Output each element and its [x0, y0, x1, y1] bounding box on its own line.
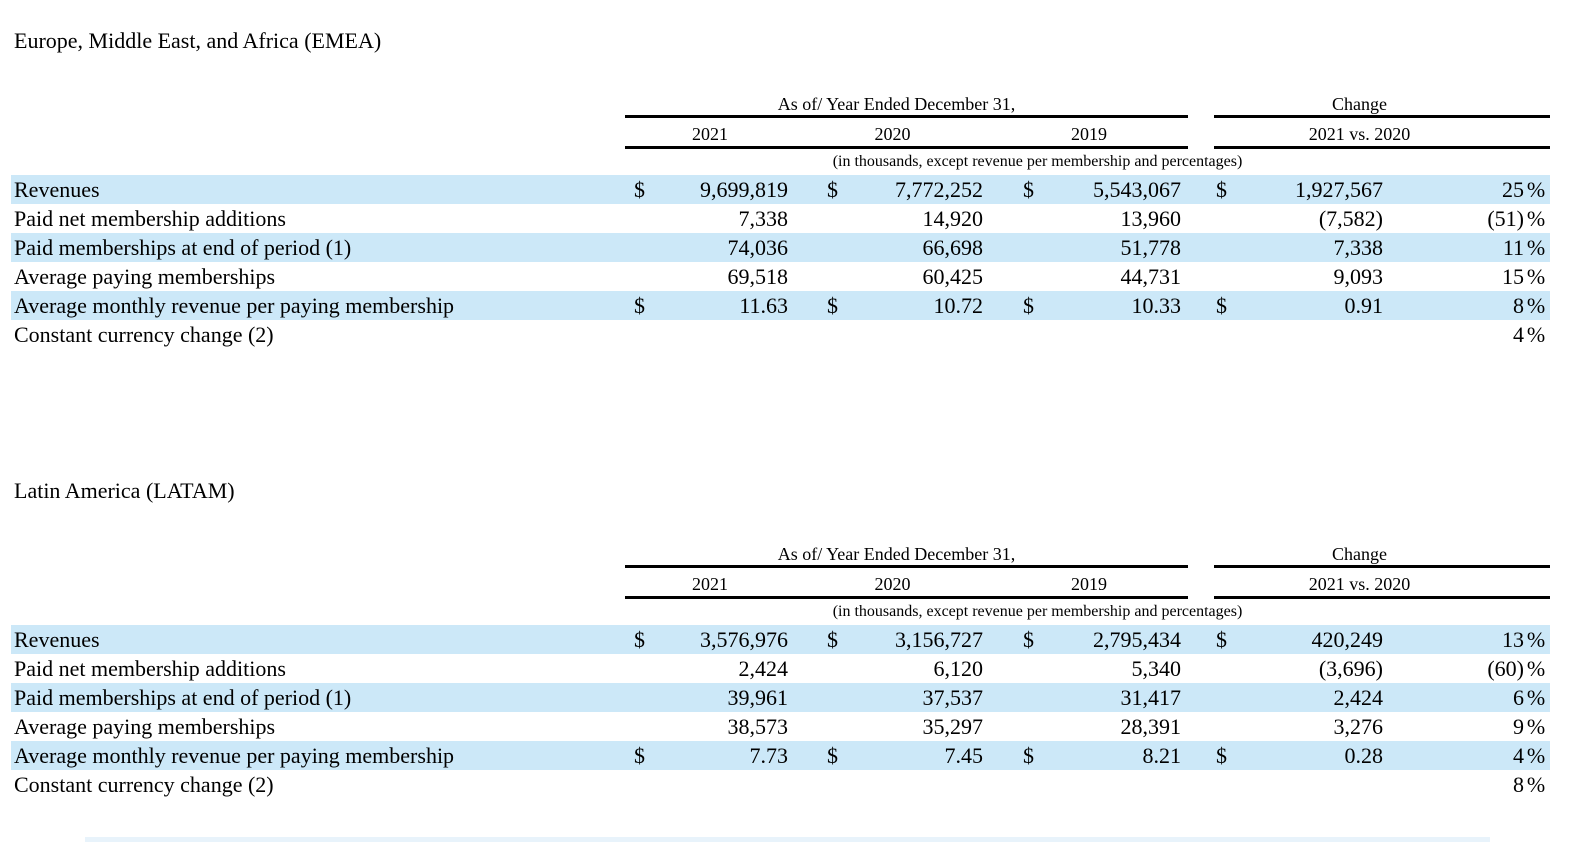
currency-symbol	[990, 683, 1050, 712]
currency-symbol	[1214, 712, 1260, 741]
value-2019: 31,417	[1050, 683, 1188, 712]
row-label: Paid net membership additions	[14, 656, 286, 681]
value-2021: 2,424	[738, 656, 788, 681]
value-2019: 13,960	[1120, 206, 1181, 231]
table-row	[11, 683, 1550, 712]
percent-sign: %	[1526, 714, 1546, 739]
currency-symbol	[795, 320, 855, 349]
currency-symbol	[990, 262, 1050, 291]
value-2019: 5,543,067	[1050, 175, 1188, 204]
percent-change-cell	[1390, 233, 1550, 262]
section-title-emea: Europe, Middle East, and Africa (EMEA)	[14, 28, 382, 53]
table-header-row-span	[11, 90, 1550, 117]
currency-symbol	[1214, 233, 1260, 262]
value-2021: 3,576,976	[660, 625, 795, 654]
currency-symbol	[625, 712, 660, 741]
percent-sign: %	[1526, 772, 1546, 797]
value-2020: 60,425	[922, 264, 983, 289]
value-2021: 7,338	[738, 206, 788, 231]
currency-symbol	[990, 204, 1050, 233]
percent-change-cell	[1390, 320, 1550, 349]
value-change: 9,093	[1333, 264, 1383, 289]
header-gap	[1188, 90, 1214, 117]
column-gap	[1188, 175, 1214, 204]
column-gap	[1188, 770, 1214, 799]
header-gap	[1188, 540, 1214, 567]
header-spacer	[11, 540, 625, 567]
value-2021	[660, 320, 795, 349]
value-2019: 5,340	[1131, 656, 1181, 681]
table-row	[11, 204, 1550, 233]
percent-change-cell	[1390, 770, 1550, 799]
value-2020: 7,772,252	[855, 175, 990, 204]
percent-value: 13	[1502, 627, 1524, 652]
percent-change-cell	[1390, 683, 1550, 712]
column-gap	[1188, 320, 1214, 349]
currency-symbol	[625, 262, 660, 291]
value-2019: 10.33	[1050, 291, 1188, 320]
percent-value: 15	[1502, 264, 1524, 289]
currency-symbol: $	[625, 291, 660, 320]
table-row	[11, 233, 1550, 262]
currency-symbol	[795, 712, 855, 741]
column-gap	[1188, 204, 1214, 233]
currency-symbol	[1214, 683, 1260, 712]
year-span-header: As of/ Year Ended December 31,	[625, 540, 1188, 567]
percent-value: 9	[1513, 714, 1524, 739]
percent-sign: %	[1526, 743, 1546, 768]
percent-value: (51)	[1487, 206, 1524, 231]
currency-symbol	[990, 712, 1050, 741]
value-2021: 69,518	[727, 264, 788, 289]
row-label: Average paying memberships	[14, 714, 276, 739]
value-2020: 37,537	[855, 683, 990, 712]
value-2019: 44,731	[1120, 264, 1181, 289]
currency-symbol: $	[1214, 741, 1260, 770]
value-2021: 38,573	[727, 714, 788, 739]
column-header-change: 2021 vs. 2020	[1214, 567, 1550, 598]
section-title-latam: Latin America (LATAM)	[14, 478, 235, 503]
percent-change-cell	[1390, 175, 1550, 204]
value-2020: 6,120	[933, 656, 983, 681]
currency-symbol	[795, 683, 855, 712]
column-gap	[1188, 712, 1214, 741]
value-2020: 10.72	[855, 291, 990, 320]
column-header-2019: 2019	[990, 117, 1188, 148]
currency-symbol	[1214, 204, 1260, 233]
currency-symbol	[795, 654, 855, 683]
currency-symbol	[795, 770, 855, 799]
percent-value: 25	[1502, 177, 1524, 202]
currency-symbol	[1214, 654, 1260, 683]
row-label: Average paying memberships	[14, 264, 276, 289]
currency-symbol	[795, 233, 855, 262]
value-2020: 66,698	[855, 233, 990, 262]
table-row	[11, 770, 1550, 799]
currency-symbol	[1214, 262, 1260, 291]
row-label: Average monthly revenue per paying membership	[11, 741, 625, 770]
column-header-2020: 2020	[795, 567, 990, 598]
currency-symbol: $	[795, 175, 855, 204]
currency-symbol: $	[990, 741, 1050, 770]
value-2019: 2,795,434	[1050, 625, 1188, 654]
value-change: 0.28	[1260, 741, 1390, 770]
percent-sign: %	[1526, 235, 1546, 260]
emea-table-body	[11, 175, 1550, 349]
year-span-header: As of/ Year Ended December 31,	[625, 90, 1188, 117]
currency-symbol	[625, 233, 660, 262]
row-label: Paid memberships at end of period (1)	[11, 683, 625, 712]
value-2019: 8.21	[1050, 741, 1188, 770]
currency-symbol: $	[1214, 625, 1260, 654]
percent-sign: %	[1526, 656, 1546, 681]
value-change: 7,338	[1260, 233, 1390, 262]
currency-symbol	[795, 204, 855, 233]
table-row	[11, 625, 1550, 654]
table-row	[11, 291, 1550, 320]
value-change: (7,582)	[1318, 206, 1383, 231]
table-row	[11, 741, 1550, 770]
header-gap	[1188, 117, 1214, 148]
value-2019	[1050, 770, 1188, 799]
value-2021: 11.63	[660, 291, 795, 320]
currency-symbol: $	[625, 625, 660, 654]
percent-sign: %	[1526, 293, 1546, 318]
currency-symbol: $	[1214, 291, 1260, 320]
currency-symbol: $	[795, 741, 855, 770]
units-note: (in thousands, except revenue per membership and percentages)	[832, 603, 1243, 620]
percent-value: 4	[1513, 743, 1524, 768]
value-2019	[1050, 320, 1188, 349]
percent-value: 8	[1513, 293, 1524, 318]
table-header-row-years	[11, 117, 1550, 148]
percent-value: 6	[1513, 685, 1524, 710]
row-label: Paid net membership additions	[14, 206, 286, 231]
currency-symbol	[625, 683, 660, 712]
table-units-row	[11, 598, 1550, 626]
column-header-change: 2021 vs. 2020	[1214, 117, 1550, 148]
currency-symbol	[990, 233, 1050, 262]
percent-change-cell	[1390, 625, 1550, 654]
currency-symbol	[625, 320, 660, 349]
value-change: 0.91	[1260, 291, 1390, 320]
value-2020: 14,920	[922, 206, 983, 231]
header-spacer	[11, 117, 625, 148]
column-gap	[1188, 683, 1214, 712]
percent-change-cell	[1390, 741, 1550, 770]
value-2021: 39,961	[660, 683, 795, 712]
value-2021: 9,699,819	[660, 175, 795, 204]
value-2021	[660, 770, 795, 799]
table-row	[11, 320, 1550, 349]
currency-symbol	[625, 204, 660, 233]
change-span-header: Change	[1214, 90, 1550, 117]
percent-sign: %	[1526, 206, 1546, 231]
currency-symbol: $	[990, 625, 1050, 654]
latam-table-body	[11, 625, 1550, 799]
currency-symbol: $	[625, 175, 660, 204]
row-label: Revenues	[11, 625, 625, 654]
value-change: (3,696)	[1318, 656, 1383, 681]
value-2020	[855, 770, 990, 799]
percent-sign: %	[1526, 177, 1546, 202]
table-header-row-span	[11, 540, 1550, 567]
value-2020	[855, 320, 990, 349]
value-2020: 35,297	[922, 714, 983, 739]
table-row	[11, 712, 1550, 741]
partial-next-row-stripe	[85, 837, 1490, 842]
percent-sign: %	[1526, 627, 1546, 652]
table-row	[11, 175, 1550, 204]
value-2021: 7.73	[660, 741, 795, 770]
value-change	[1260, 770, 1390, 799]
header-gap	[1188, 567, 1214, 598]
column-gap	[1188, 262, 1214, 291]
currency-symbol: $	[795, 625, 855, 654]
currency-symbol	[625, 654, 660, 683]
value-change: 3,276	[1333, 714, 1383, 739]
currency-symbol	[990, 320, 1050, 349]
column-header-2021: 2021	[625, 117, 795, 148]
currency-symbol: $	[990, 175, 1050, 204]
percent-change-cell	[1390, 204, 1550, 233]
percent-change-cell	[1390, 712, 1550, 741]
currency-symbol: $	[1214, 175, 1260, 204]
percent-value: 8	[1513, 772, 1524, 797]
value-change: 2,424	[1260, 683, 1390, 712]
percent-value: 4	[1513, 322, 1524, 347]
value-2019: 28,391	[1120, 714, 1181, 739]
percent-value: 11	[1502, 235, 1524, 260]
percent-change-cell	[1390, 654, 1550, 683]
percent-sign: %	[1526, 685, 1546, 710]
header-spacer	[11, 567, 625, 598]
row-label: Constant currency change (2)	[14, 322, 274, 347]
currency-symbol	[795, 262, 855, 291]
change-span-header: Change	[1214, 540, 1550, 567]
value-2020: 3,156,727	[855, 625, 990, 654]
value-2021: 74,036	[660, 233, 795, 262]
currency-symbol: $	[625, 741, 660, 770]
column-header-2020: 2020	[795, 117, 990, 148]
value-2020: 7.45	[855, 741, 990, 770]
column-gap	[1188, 291, 1214, 320]
column-gap	[1188, 741, 1214, 770]
column-header-2021: 2021	[625, 567, 795, 598]
emea-results-table	[11, 90, 1550, 349]
currency-symbol	[1214, 320, 1260, 349]
row-label: Constant currency change (2)	[14, 772, 274, 797]
percent-value: (60)	[1487, 656, 1524, 681]
currency-symbol	[990, 770, 1050, 799]
row-label: Paid memberships at end of period (1)	[11, 233, 625, 262]
percent-sign: %	[1526, 264, 1546, 289]
percent-change-cell	[1390, 262, 1550, 291]
value-change: 420,249	[1260, 625, 1390, 654]
currency-symbol	[990, 654, 1050, 683]
column-gap	[1188, 233, 1214, 262]
currency-symbol	[1214, 770, 1260, 799]
table-row	[11, 262, 1550, 291]
table-header-row-years	[11, 567, 1550, 598]
percent-change-cell	[1390, 291, 1550, 320]
value-change	[1260, 320, 1390, 349]
column-gap	[1188, 625, 1214, 654]
column-gap	[1188, 654, 1214, 683]
table-units-row	[11, 148, 1550, 176]
currency-symbol: $	[795, 291, 855, 320]
currency-symbol: $	[990, 291, 1050, 320]
row-label: Revenues	[11, 175, 625, 204]
value-2019: 51,778	[1050, 233, 1188, 262]
latam-results-table	[11, 540, 1550, 799]
table-row	[11, 654, 1550, 683]
header-spacer	[11, 90, 625, 117]
header-spacer	[11, 598, 625, 626]
column-header-2019: 2019	[990, 567, 1188, 598]
header-spacer	[11, 148, 625, 176]
value-change: 1,927,567	[1260, 175, 1390, 204]
currency-symbol	[625, 770, 660, 799]
row-label: Average monthly revenue per paying membership	[11, 291, 625, 320]
percent-sign: %	[1526, 322, 1546, 347]
units-note: (in thousands, except revenue per membership and percentages)	[832, 153, 1243, 170]
